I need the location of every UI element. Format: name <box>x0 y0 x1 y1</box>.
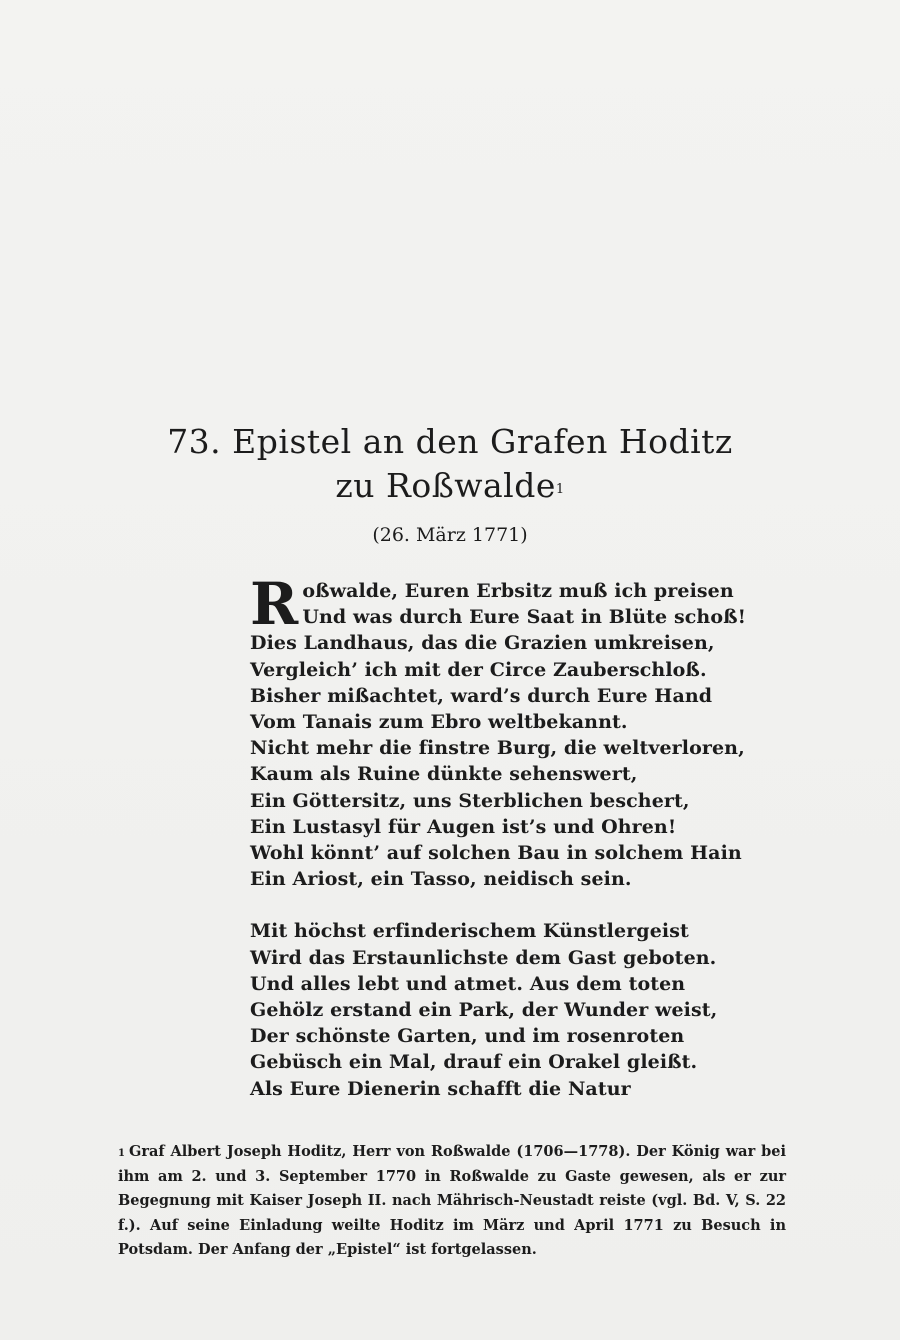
title-block <box>120 420 780 548</box>
verse-line: Der schönste Garten, und im rosenroten <box>250 1025 685 1048</box>
title-text-line-2: zu Roßwalde <box>335 466 556 505</box>
verse-line: Und was durch Eure Saat in Blüte schoß! <box>302 606 747 629</box>
title-footnote-mark: 1 <box>555 482 565 497</box>
title-line-1 <box>120 420 780 464</box>
poem-body <box>250 570 747 1102</box>
stanza-1 <box>250 570 747 892</box>
verse-line: Kaum als Ruine dünkte sehenswert, <box>250 763 638 786</box>
footnote <box>118 1140 786 1263</box>
verse-line: Vergleich’ ich mit der Circe Zauberschloß. <box>250 658 707 681</box>
title-text-line-1: Epistel an den Grafen Hoditz <box>232 422 733 461</box>
footnote-mark: 1 <box>118 1148 125 1159</box>
verse-line: Ein Göttersitz, uns Sterblichen beschert, <box>250 789 690 812</box>
verse-line: Gebüsch ein Mal, drauf ein Orakel gleißt. <box>250 1051 698 1074</box>
verse-line: Als Eure Dienerin schafft die Natur <box>250 1077 631 1100</box>
poem-date: (26. März 1771) <box>372 524 528 546</box>
verse-line: Ein Lustasyl für Augen ist’s und Ohren! <box>250 815 677 838</box>
verse-line: Nicht mehr die finstre Burg, die weltverloren, <box>250 737 745 760</box>
stanza-2 <box>250 918 718 1101</box>
verse-line: Ein Ariost, ein Tasso, neidisch sein. <box>250 868 632 891</box>
verse-line: Gehölz erstand ein Park, der Wunder weist, <box>250 999 718 1022</box>
verse-line: Vom Tanais zum Ebro weltbekannt. <box>250 711 628 734</box>
verse-line: Mit höchst erfinderischem Künstlergeist <box>250 920 689 943</box>
verse-line: Bisher mißachtet, ward’s durch Eure Hand <box>250 684 713 707</box>
verse-text: oßwalde, Euren Erbsitz muß ich preisen <box>302 580 734 602</box>
verse-line: Wird das Erstaunlichste dem Gast geboten. <box>250 946 717 969</box>
verse-line: Und alles lebt und atmet. Aus dem toten <box>250 972 686 995</box>
title-line-2 <box>120 464 780 508</box>
poem-number: 73. <box>167 422 222 461</box>
verse-line: Dies Landhaus, das die Grazien umkreisen, <box>250 632 715 655</box>
verse-line: Wohl könnt’ auf solchen Bau in solchem Hain <box>250 842 742 865</box>
drop-cap: R <box>250 570 299 638</box>
footnote-text: Graf Albert Joseph Hoditz, Herr von Roßwalde (1706—1778). Der König war bei ihm am 2. und 3. September 1770 in Roßwalde zu Gaste gewesen, als er zur Begegnung mit Kaiser Joseph II. nach Mährisch-Neustadt reiste (vgl. Bd. V, S. 22 f.). Auf seine Einladung weilte Hoditz im März und April 1771 zu Besuch in Potsdam. Der Anfang der „Epistel“ ist fortgelassen. <box>118 1143 786 1258</box>
